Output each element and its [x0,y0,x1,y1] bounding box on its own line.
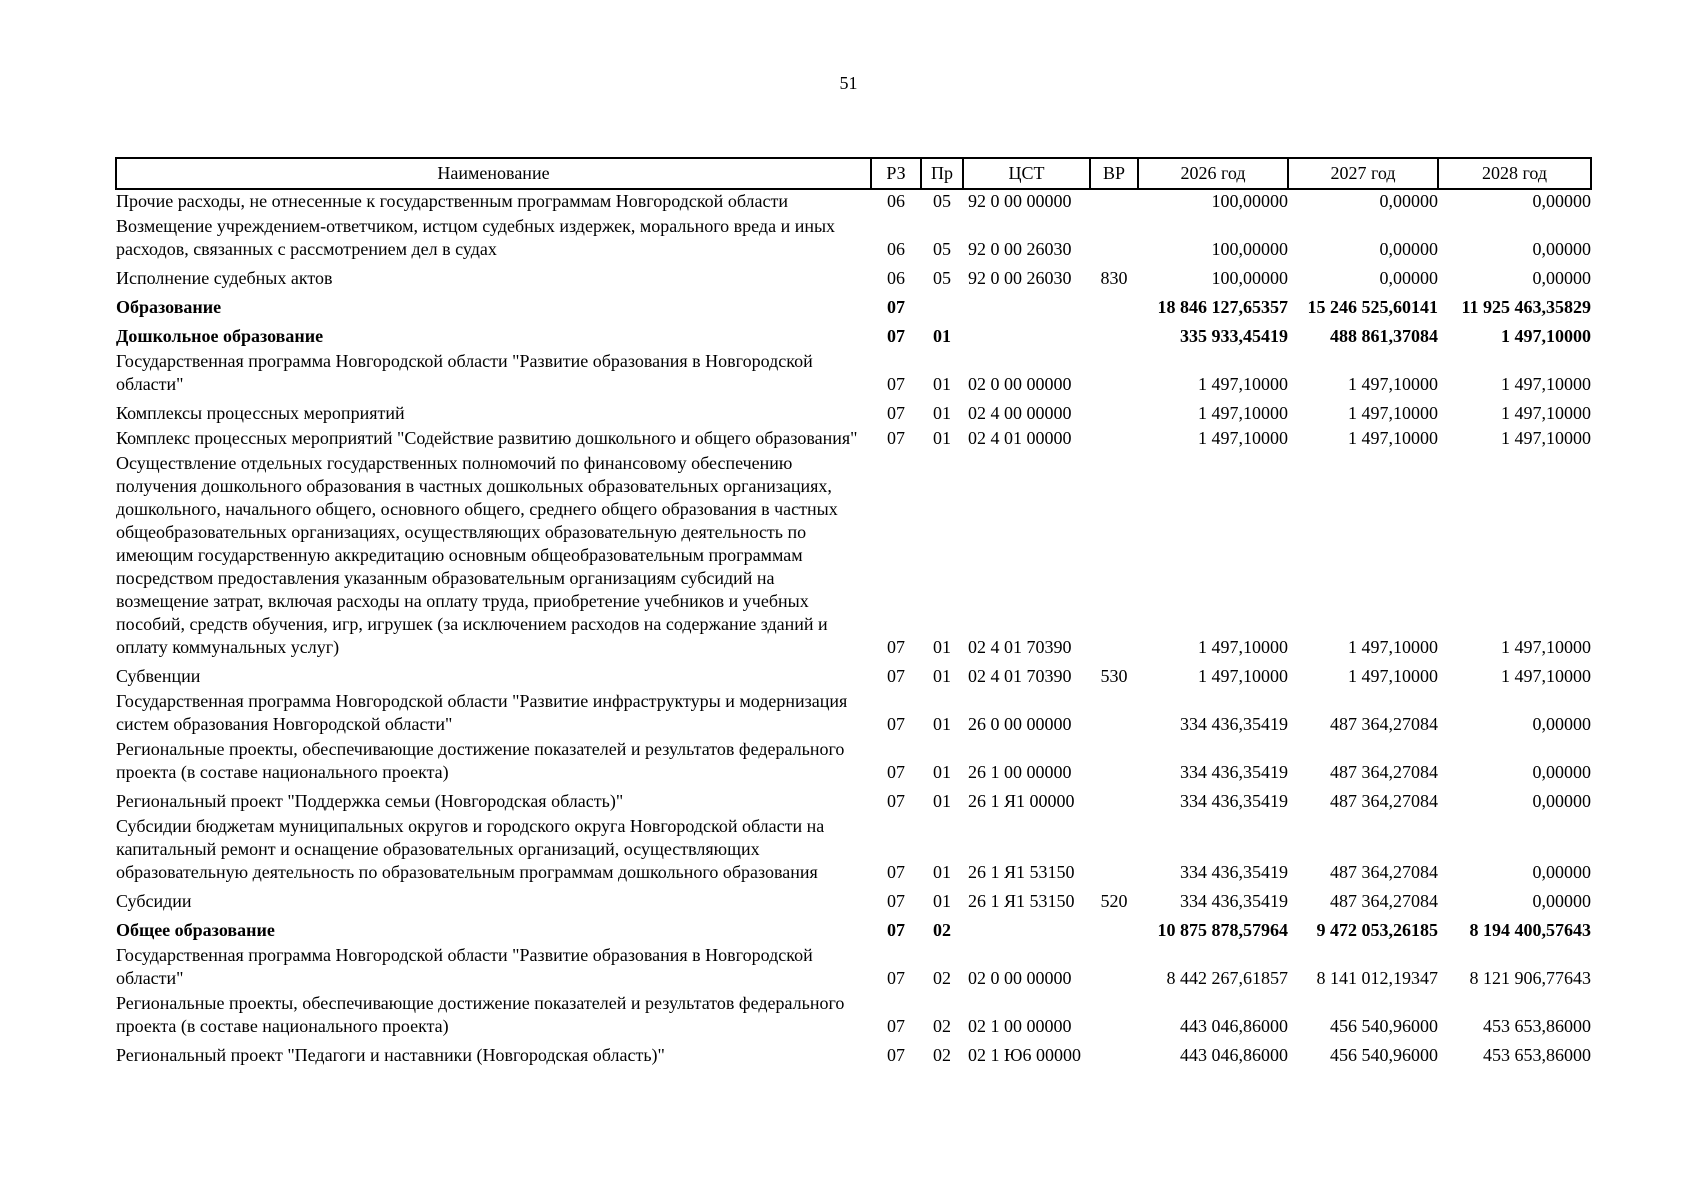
row-amount-2027: 456 540,96000 [1330,1016,1438,1036]
row-amount-2028: 0,00000 [1532,762,1591,782]
row-pr: 01 [933,374,951,394]
row-cst: 02 4 00 00000 [968,403,1072,423]
row-vr [1090,944,1138,992]
row-amount-2027: 8 141 012,19347 [1316,968,1438,988]
row-amount-2027: 1 497,10000 [1348,637,1438,657]
row-amount-2028: 1 497,10000 [1501,637,1591,657]
row-amount-2026: 8 442 267,61857 [1166,968,1288,988]
row-amount-2026: 1 497,10000 [1198,428,1288,448]
table-row [116,321,1591,350]
row-name: Региональные проекты, обеспечивающие достижение показателей и результатов федерального проекта (в составе национального проекта) [116,993,845,1036]
row-cst: 02 1 00 00000 [968,1016,1072,1036]
table-row [116,1040,1591,1069]
row-pr: 01 [933,326,951,346]
row-amount-2026: 334 436,35419 [1180,791,1288,811]
row-rz: 07 [887,666,905,686]
row-amount-2028: 0,00000 [1532,891,1591,911]
header-rz: РЗ [871,158,921,189]
row-rz: 07 [887,762,905,782]
row-amount-2026: 100,00000 [1211,191,1288,211]
row-rz: 07 [887,920,905,940]
row-rz: 06 [887,191,905,211]
table-row [116,398,1591,427]
row-name: Комплекс процессных мероприятий "Содействие развитию дошкольного и общего образования" [116,428,858,448]
row-pr: 02 [933,1045,951,1065]
row-cst: 92 0 00 26030 [968,239,1072,259]
row-cst [963,321,1090,350]
table-row [116,350,1591,398]
row-amount-2027: 456 540,96000 [1330,1045,1438,1065]
row-rz: 07 [887,637,905,657]
row-cst: 02 0 00 00000 [968,968,1072,988]
row-cst: 26 0 00 00000 [968,714,1072,734]
table-row [116,452,1591,661]
header-pr: Пр [921,158,963,189]
row-vr [1090,321,1138,350]
row-pr: 05 [933,191,951,211]
row-vr [1090,915,1138,944]
row-pr: 05 [933,268,951,288]
header-2028: 2028 год [1438,158,1591,189]
row-amount-2028: 1 497,10000 [1501,374,1591,394]
row-pr: 01 [933,762,951,782]
row-amount-2026: 1 497,10000 [1198,666,1288,686]
row-cst: 26 1 Я1 00000 [968,791,1075,811]
row-name: Исполнение судебных актов [116,268,333,288]
table-row [116,427,1591,452]
row-name: Региональные проекты, обеспечивающие достижение показателей и результатов федерального проекта (в составе национального проекта) [116,739,845,782]
row-vr [1090,738,1138,786]
row-name: Государственная программа Новгородской области "Развитие инфраструктуры и модернизация систем образования Новгородской области" [116,691,848,734]
table-row [116,292,1591,321]
row-amount-2028: 8 194 400,57643 [1469,920,1591,940]
row-rz: 07 [887,326,905,346]
table-header-row [116,158,1591,189]
row-cst: 92 0 00 00000 [968,191,1072,211]
row-amount-2028: 0,00000 [1532,791,1591,811]
row-name: Комплексы процессных мероприятий [116,403,405,423]
row-vr [1090,398,1138,427]
row-vr [1090,189,1138,215]
row-amount-2027: 0,00000 [1379,239,1438,259]
row-pr: 02 [933,920,951,940]
row-amount-2027: 488 861,37084 [1330,326,1438,346]
row-amount-2026: 18 846 127,65357 [1157,297,1288,317]
row-cst: 02 1 Ю6 00000 [968,1045,1082,1065]
row-cst: 26 1 Я1 53150 [968,862,1075,882]
row-pr: 01 [933,791,951,811]
budget-table [115,157,1592,1069]
row-amount-2026: 1 497,10000 [1198,403,1288,423]
row-name: Региональный проект "Поддержка семьи (Новгородская область)" [116,791,624,811]
row-amount-2026: 10 875 878,57964 [1157,920,1288,940]
row-amount-2027: 0,00000 [1379,191,1438,211]
table-row [116,189,1591,215]
row-amount-2026: 100,00000 [1211,268,1288,288]
row-rz: 07 [887,374,905,394]
row-rz: 06 [887,239,905,259]
row-rz: 07 [887,428,905,448]
row-rz: 07 [887,403,905,423]
row-amount-2027: 0,00000 [1379,268,1438,288]
row-amount-2026: 334 436,35419 [1180,762,1288,782]
row-amount-2028: 0,00000 [1532,714,1591,734]
row-vr [1090,452,1138,661]
row-pr: 01 [933,403,951,423]
table-row [116,815,1591,886]
row-amount-2028: 11 925 463,35829 [1461,297,1591,317]
row-amount-2028: 1 497,10000 [1501,666,1591,686]
table-row [116,886,1591,915]
row-amount-2027: 9 472 053,26185 [1316,920,1438,940]
row-amount-2028: 1 497,10000 [1501,428,1591,448]
row-name: Прочие расходы, не отнесенные к государственным программам Новгородской области [116,191,788,211]
row-rz: 07 [887,297,905,317]
row-name: Государственная программа Новгородской области "Развитие образования в Новгородской области" [116,351,813,394]
table-row [116,738,1591,786]
table-row [116,786,1591,815]
row-name: Дошкольное образование [116,326,324,346]
row-amount-2026: 1 497,10000 [1198,637,1288,657]
row-amount-2026: 443 046,86000 [1180,1016,1288,1036]
row-name: Региональный проект "Педагоги и наставники (Новгородская область)" [116,1045,665,1065]
row-rz: 07 [887,862,905,882]
row-vr: 830 [1100,268,1128,288]
row-pr: 01 [933,428,951,448]
table-body [116,189,1591,1069]
row-pr: 01 [933,862,951,882]
row-amount-2026: 334 436,35419 [1180,862,1288,882]
row-cst [963,292,1090,321]
row-amount-2026: 1 497,10000 [1198,374,1288,394]
row-rz: 07 [887,891,905,911]
table-row [116,690,1591,738]
row-pr: 01 [933,637,951,657]
row-amount-2028: 0,00000 [1532,268,1591,288]
row-cst [963,915,1090,944]
row-vr: 520 [1100,891,1128,911]
row-cst: 02 4 01 00000 [968,428,1072,448]
row-pr: 05 [933,239,951,259]
row-amount-2027: 487 364,27084 [1330,791,1438,811]
table-row [116,661,1591,690]
row-vr [1090,427,1138,452]
row-amount-2028: 1 497,10000 [1501,326,1591,346]
header-name: Наименование [116,158,871,189]
row-vr [1090,292,1138,321]
row-pr: 01 [933,891,951,911]
row-amount-2026: 100,00000 [1211,239,1288,259]
row-vr [1090,815,1138,886]
row-amount-2026: 334 436,35419 [1180,891,1288,911]
row-amount-2027: 487 364,27084 [1330,762,1438,782]
header-2027: 2027 год [1288,158,1438,189]
row-amount-2027: 487 364,27084 [1330,891,1438,911]
table-row [116,263,1591,292]
row-vr: 530 [1100,666,1128,686]
row-amount-2027: 487 364,27084 [1330,714,1438,734]
row-cst: 02 4 01 70390 [968,637,1072,657]
row-name: Осуществление отдельных государственных полномочий по финансовому обеспечению получения дошкольного образования в частных дошкольных образовательных организациях, дошкольного, начального общего, основного общего, среднего общего образования в частных общеобразовательных организациях, осуществляющих образовательную деятельность по имеющим государственную аккредитацию основным общеобразовательным программам посредством предоставления указанным образовательным организациям субсидий на возмещение затрат, включая расходы на оплату труда, приобретение учебников и учебных пособий, средств обучения, игр, игрушек (за исключением расходов на содержание зданий и оплату коммунальных услуг) [116,453,838,657]
row-amount-2026: 334 436,35419 [1180,714,1288,734]
row-vr [1090,350,1138,398]
row-pr: 01 [933,666,951,686]
row-amount-2028: 8 121 906,77643 [1469,968,1591,988]
row-amount-2027: 1 497,10000 [1348,403,1438,423]
row-name: Возмещение учреждением-ответчиком, истцом судебных издержек, морального вреда и иных расходов, связанных с рассмотрением дел в судах [116,216,836,259]
header-2026: 2026 год [1138,158,1288,189]
page-number: 51 [839,73,858,93]
row-rz: 07 [887,1016,905,1036]
row-amount-2027: 1 497,10000 [1348,374,1438,394]
row-name: Государственная программа Новгородской области "Развитие образования в Новгородской области" [116,945,813,988]
row-amount-2028: 1 497,10000 [1501,403,1591,423]
row-cst: 92 0 00 26030 [968,268,1072,288]
row-pr: 01 [933,714,951,734]
row-rz: 07 [887,1045,905,1065]
row-amount-2027: 1 497,10000 [1348,666,1438,686]
row-pr: 02 [933,1016,951,1036]
row-amount-2028: 0,00000 [1532,862,1591,882]
row-vr [1090,690,1138,738]
row-vr [1090,215,1138,263]
row-amount-2026: 335 933,45419 [1180,326,1288,346]
row-amount-2028: 0,00000 [1532,239,1591,259]
row-vr [1090,1040,1138,1069]
header-vr: ВР [1090,158,1138,189]
row-name: Субвенции [116,666,201,686]
row-name: Общее образование [116,920,275,940]
row-amount-2028: 453 653,86000 [1483,1045,1591,1065]
table-row [116,992,1591,1040]
row-amount-2028: 453 653,86000 [1483,1016,1591,1036]
row-cst: 02 0 00 00000 [968,374,1072,394]
row-pr [921,292,963,321]
row-rz: 07 [887,968,905,988]
row-vr [1090,992,1138,1040]
row-amount-2027: 15 246 525,60141 [1307,297,1438,317]
row-vr [1090,786,1138,815]
row-rz: 06 [887,268,905,288]
row-name: Образование [116,297,222,317]
row-name: Субсидии бюджетам муниципальных округов и городского округа Новгородской области на капитальный ремонт и оснащение образовательных организаций, осуществляющих образовательную деятельность по образовательным программам дошкольного образования [116,816,825,882]
row-amount-2026: 443 046,86000 [1180,1045,1288,1065]
row-name: Субсидии [116,891,192,911]
row-rz: 07 [887,791,905,811]
row-pr: 02 [933,968,951,988]
row-cst: 26 1 00 00000 [968,762,1072,782]
row-amount-2027: 1 497,10000 [1348,428,1438,448]
header-cst: ЦСТ [963,158,1090,189]
row-cst: 02 4 01 70390 [968,666,1072,686]
row-amount-2027: 487 364,27084 [1330,862,1438,882]
row-amount-2028: 0,00000 [1532,191,1591,211]
table-row [116,915,1591,944]
row-cst: 26 1 Я1 53150 [968,891,1075,911]
table-row [116,215,1591,263]
row-rz: 07 [887,714,905,734]
table-row [116,944,1591,992]
